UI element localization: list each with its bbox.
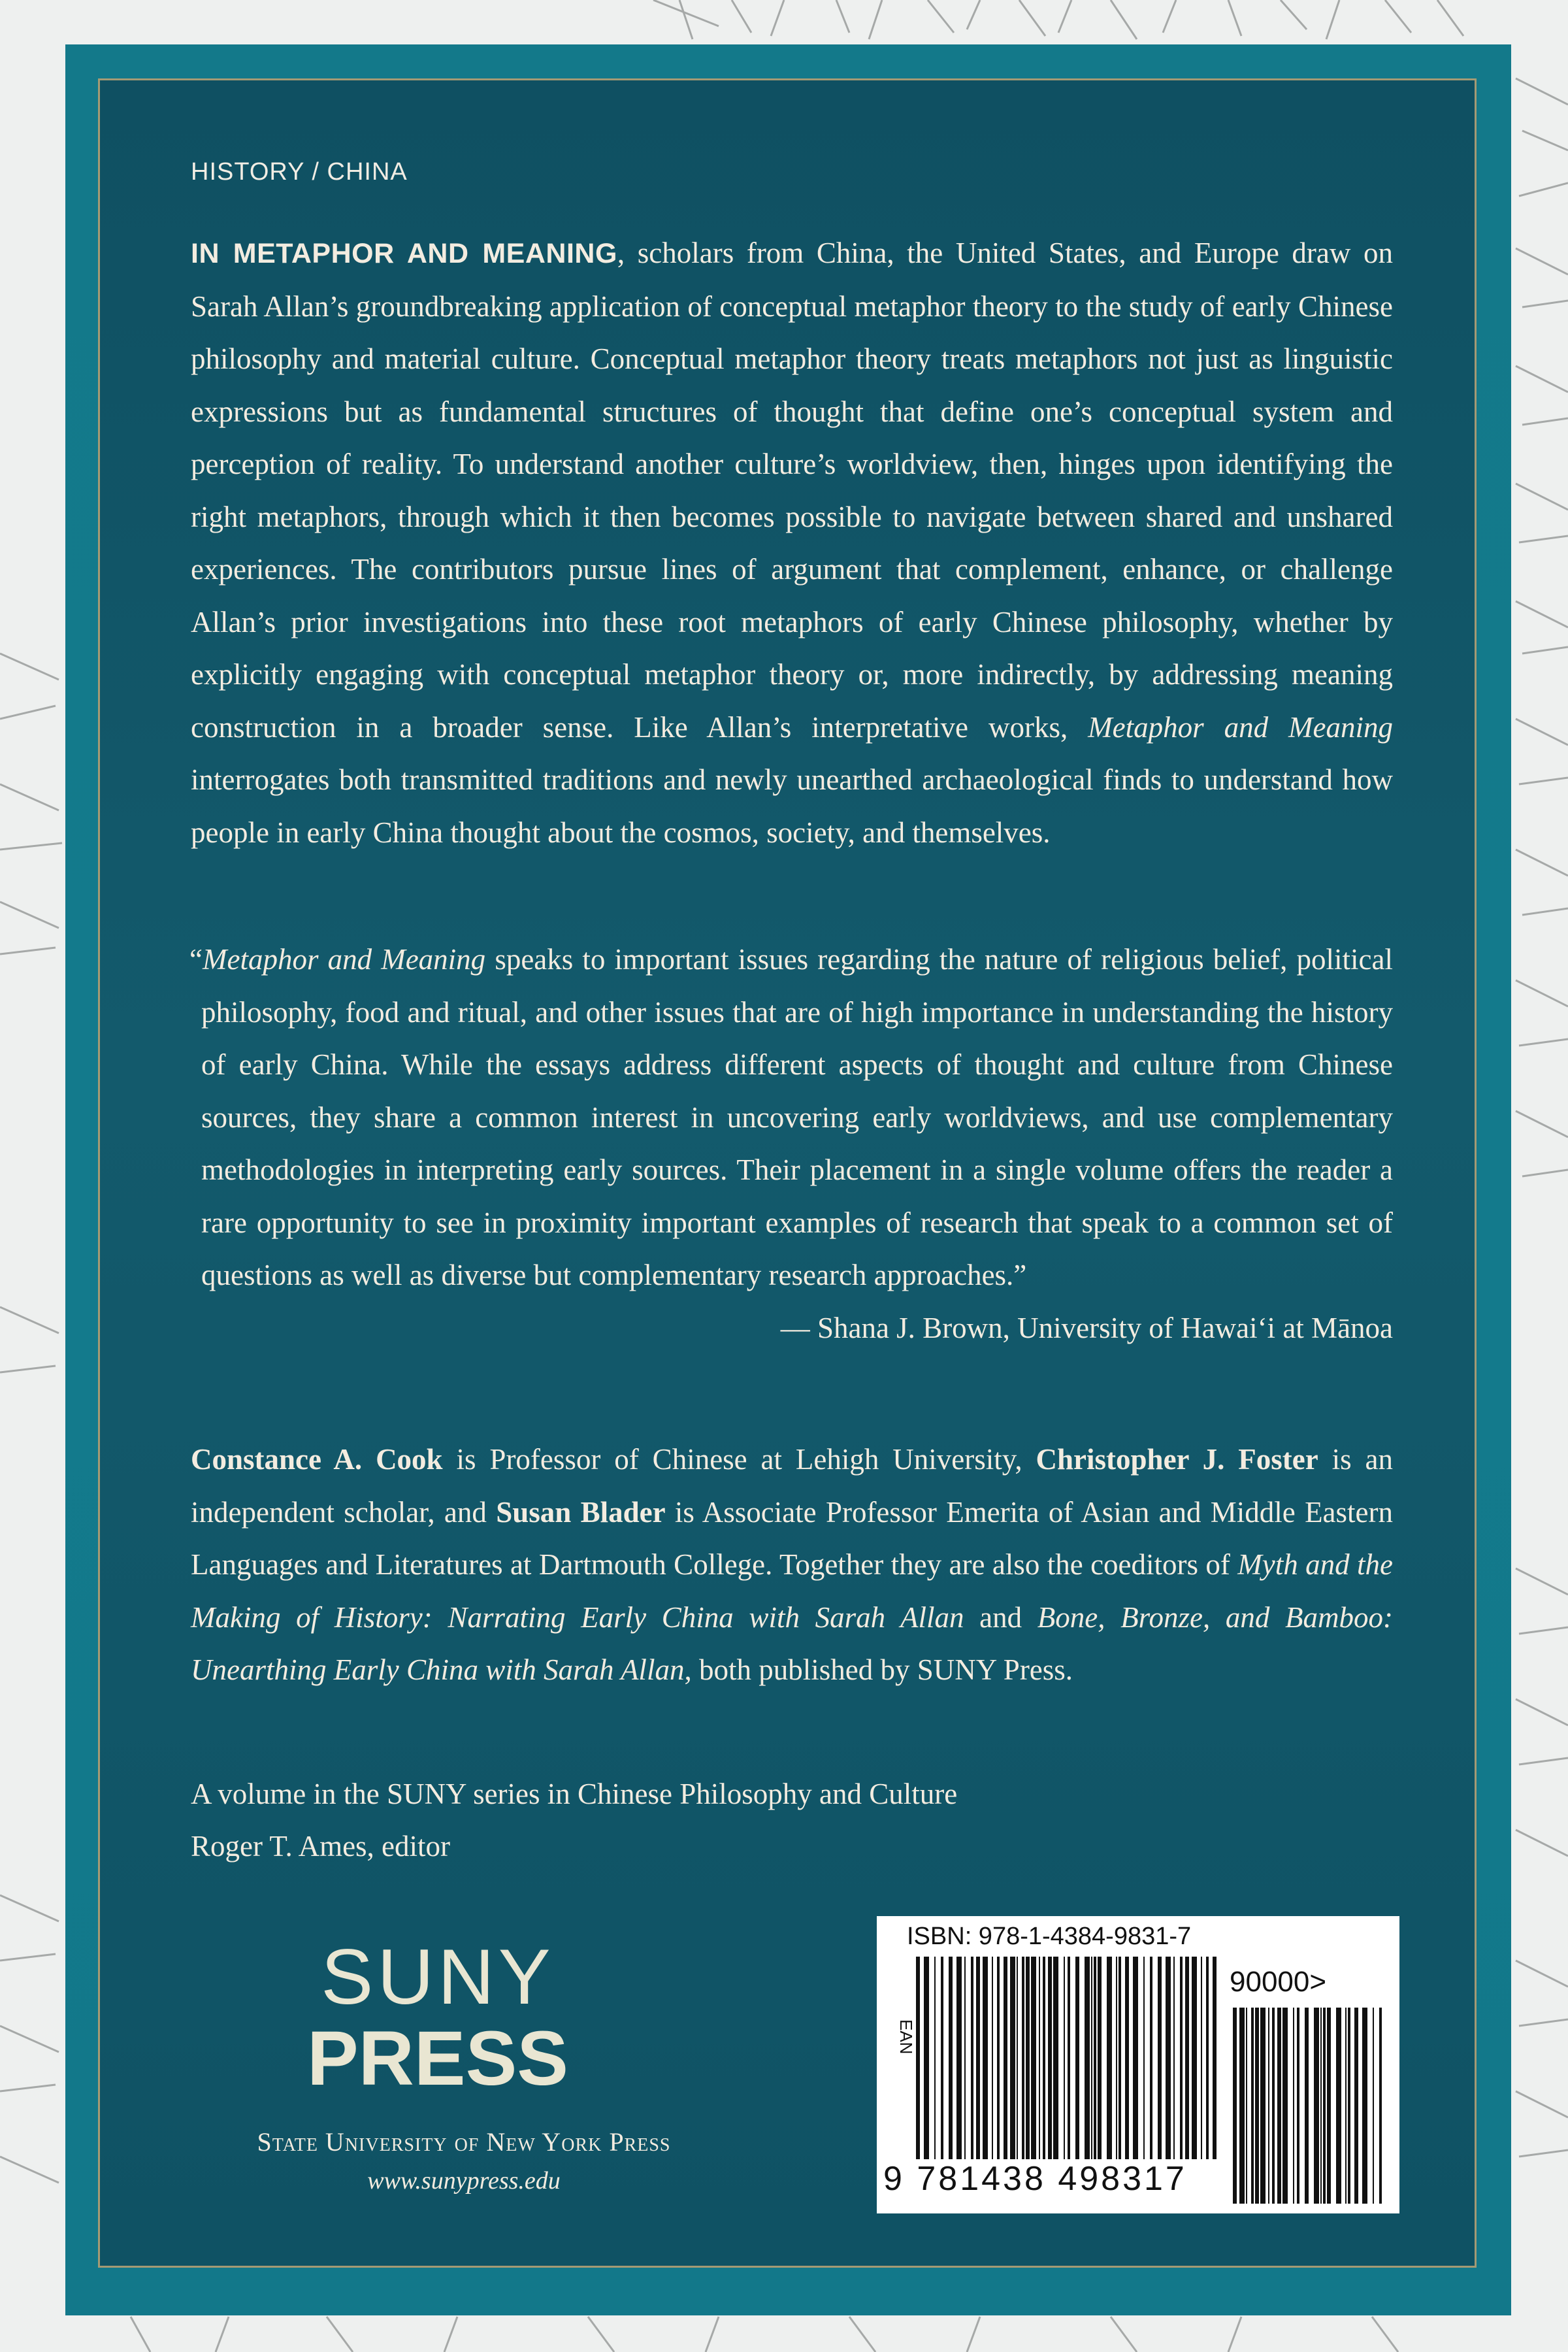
barcode-bar (1185, 1957, 1189, 2159)
related-book-1: Myth and the Making of History: Narrating Early China with Sarah Allan (191, 1548, 1393, 1634)
series-info (191, 1768, 1393, 1872)
author-name-3: Susan Blader (496, 1495, 666, 1529)
barcode-bar (1305, 2008, 1309, 2204)
barcode-bar (1091, 1957, 1092, 2159)
barcode-bar (1133, 1957, 1138, 2159)
barcode-bar (983, 1957, 988, 2159)
quote-text: speaks to important issues regarding the nature of religious belief, political philosophy, food and ritual, and other issues that are of high importance in understanding the history of early China. While the essays address different aspects of thought and culture from Chinese sources, they share a common interest in uncovering early worldviews, and use complementary methodologies in interpreting early sources. Their placement in a single volume offers the reader a rare opportunity to see in proximity important examples of research that speak to a common set of questions as well as diverse but complementary research approaches.” (201, 943, 1393, 1291)
barcode-bar (1336, 2008, 1341, 2204)
author-bio (191, 1433, 1393, 1697)
logo-suny: SUNY (321, 1933, 555, 2021)
barcode-bar (1107, 1957, 1112, 2159)
barcode-bar (1354, 2008, 1358, 2204)
description-text: , scholars from China, the United States, and Europe draw on Sarah Allan’s groundbreaking application of conceptual metaphor theory to the study of early Chinese philosophy and material culture. Conceptual metaphor theory treats metaphors not just as linguistic expressions but as fundamental structures of thought that define one’s conceptual system and perception of reality. To understand another culture’s worldview, then, hinges upon identifying the right metaphors, through which it then becomes possible to navigate between shared and unshared experiences. The contributors pursue lines of argument that complement, enhance, or challenge Allan’s prior investigations into these root metaphors of early Chinese philosophy, whether by explicitly engaging with conceptual metaphor theory or, more indirectly, by addressing meaning construction in a broader sense. Like Allan’s interpretative works, (191, 237, 1393, 744)
ean-label: EAN (896, 2019, 916, 2055)
author-name-1: Constance A. Cook (191, 1443, 443, 1476)
barcode-bar (1143, 1957, 1145, 2159)
barcode-bar (1039, 1957, 1040, 2159)
barcode-bar (1031, 1957, 1036, 2159)
barcode-bar (1297, 2008, 1299, 2204)
barcode-bar (992, 1957, 993, 2159)
barcode-bar (1362, 2008, 1367, 2204)
barcode-bar (997, 1957, 1000, 2159)
barcode-bar (1320, 2008, 1322, 2204)
endorsement-quote (189, 933, 1393, 1354)
barcode-bar (1125, 1957, 1129, 2159)
related-book-2: Bone, Bronze, and Bamboo: Unearthing Early China with Sarah Allan (191, 1600, 1393, 1686)
barcode-bar (1327, 2008, 1331, 2204)
barcode-bar (1158, 1957, 1162, 2159)
barcode-bar (1213, 1957, 1217, 2159)
barcode-bar (1233, 2008, 1237, 2204)
barcode-bar (1022, 1957, 1024, 2159)
barcode-bar (1026, 1957, 1030, 2159)
barcode-bar (1246, 2008, 1247, 2204)
book-description (191, 227, 1393, 859)
barcode-bar (1345, 2008, 1347, 2204)
barcode-bar (971, 1957, 973, 2159)
barcode-bar (1192, 1957, 1197, 2159)
barcode-bar (1255, 2008, 1259, 2204)
barcode-bar (934, 1957, 936, 2159)
barcode-bar (1293, 2008, 1294, 2204)
barcode-bar (1379, 2008, 1382, 2204)
barcode-bar (916, 1957, 920, 2159)
barcode-bar (976, 1957, 980, 2159)
description-title: Metaphor and Meaning (1088, 710, 1393, 744)
barcode-bar (1085, 1957, 1090, 2159)
barcode-bar (1119, 1957, 1121, 2159)
author-name-2: Christopher J. Foster (1036, 1443, 1318, 1476)
barcode-bar (1180, 1957, 1183, 2159)
barcode-bar (941, 1957, 943, 2159)
barcode-bar (1239, 2008, 1245, 2204)
barcode-bar (1314, 2008, 1319, 2204)
barcode-bar (949, 1957, 953, 2159)
barcode-bar (1048, 1957, 1052, 2159)
author-bio-text-3: is Associate Professor Emerita of Asian and Middle Eastern Languages and Literatures at Dartmouth College. Together they are also the coeditors of (191, 1495, 1393, 1581)
barcode-bar (1206, 1957, 1209, 2159)
barcode-bar (1116, 1957, 1117, 2159)
barcode-bar (956, 1957, 962, 2159)
logo-press: PRESS (306, 2015, 569, 2102)
author-bio-text-1: is Professor of Chinese at Lehigh University, (442, 1443, 1036, 1476)
quote-attribution: — Shana J. Brown, University of Hawai‘i at Mānoa (780, 1311, 1393, 1344)
description-lead: IN METAPHOR AND MEANING (191, 238, 617, 269)
barcode-bar (1373, 2008, 1374, 2204)
barcode-bar (1260, 2008, 1266, 2204)
barcode-bar (1010, 1957, 1015, 2159)
barcode-bar (1277, 2008, 1281, 2204)
author-bio-text-4: and (964, 1600, 1037, 1634)
barcode-bar (1004, 1957, 1007, 2159)
barcode-digits: 9 781438 498317 (883, 2160, 1187, 2198)
quote-body (189, 933, 1393, 1302)
barcode-bar (1017, 1957, 1018, 2159)
author-bio-text-2: is an independent scholar, and (191, 1443, 1393, 1529)
barcode-bar (924, 1957, 929, 2159)
quote-open-mark: “ (189, 943, 203, 976)
category-label: HISTORY / CHINA (191, 158, 408, 186)
author-bio-text-5: , both published by SUNY Press. (684, 1653, 1073, 1686)
barcode-bar (1268, 2008, 1269, 2204)
barcode-bar (1251, 2008, 1254, 2204)
barcode-bar (1348, 2008, 1350, 2204)
series-line: A volume in the SUNY series in Chinese Philosophy and Culture (191, 1778, 958, 1810)
barcode-bar (1272, 2008, 1275, 2204)
barcode-bar (1068, 1957, 1070, 2159)
barcode-bar (1282, 2008, 1288, 2204)
publisher-url: www.sunypress.edu (367, 2167, 561, 2195)
series-editor: Roger T. Ames, editor (191, 1830, 451, 1863)
barcode-bar (1043, 1957, 1045, 2159)
barcode-bar (1064, 1957, 1065, 2159)
barcode-bar (1201, 1957, 1202, 2159)
barcode-box (877, 1916, 1399, 2213)
barcode-bar (1075, 1957, 1079, 2159)
isbn-text: ISBN: 978-1-4384-9831-7 (907, 1923, 1192, 1950)
price-addon: 90000> (1230, 1966, 1327, 1998)
quote-title: Metaphor and Meaning (202, 943, 486, 976)
barcode-bar (1166, 1957, 1171, 2159)
barcode-bar (1094, 1957, 1096, 2159)
barcode-bar (1053, 1957, 1058, 2159)
barcode-bar (1323, 2008, 1326, 2204)
barcode-bar (1098, 1957, 1102, 2159)
barcode-bar (964, 1957, 966, 2159)
publisher-logo (222, 1934, 706, 2195)
publisher-name: State University of New York Press (257, 2127, 671, 2157)
barcode-bar (1150, 1957, 1152, 2159)
barcode-bar (1173, 1957, 1175, 2159)
description-end: interrogates both transmitted traditions and newly unearthed archaeological finds to understand how people in early China thought about the cosmos, society, and themselves. (191, 763, 1393, 849)
